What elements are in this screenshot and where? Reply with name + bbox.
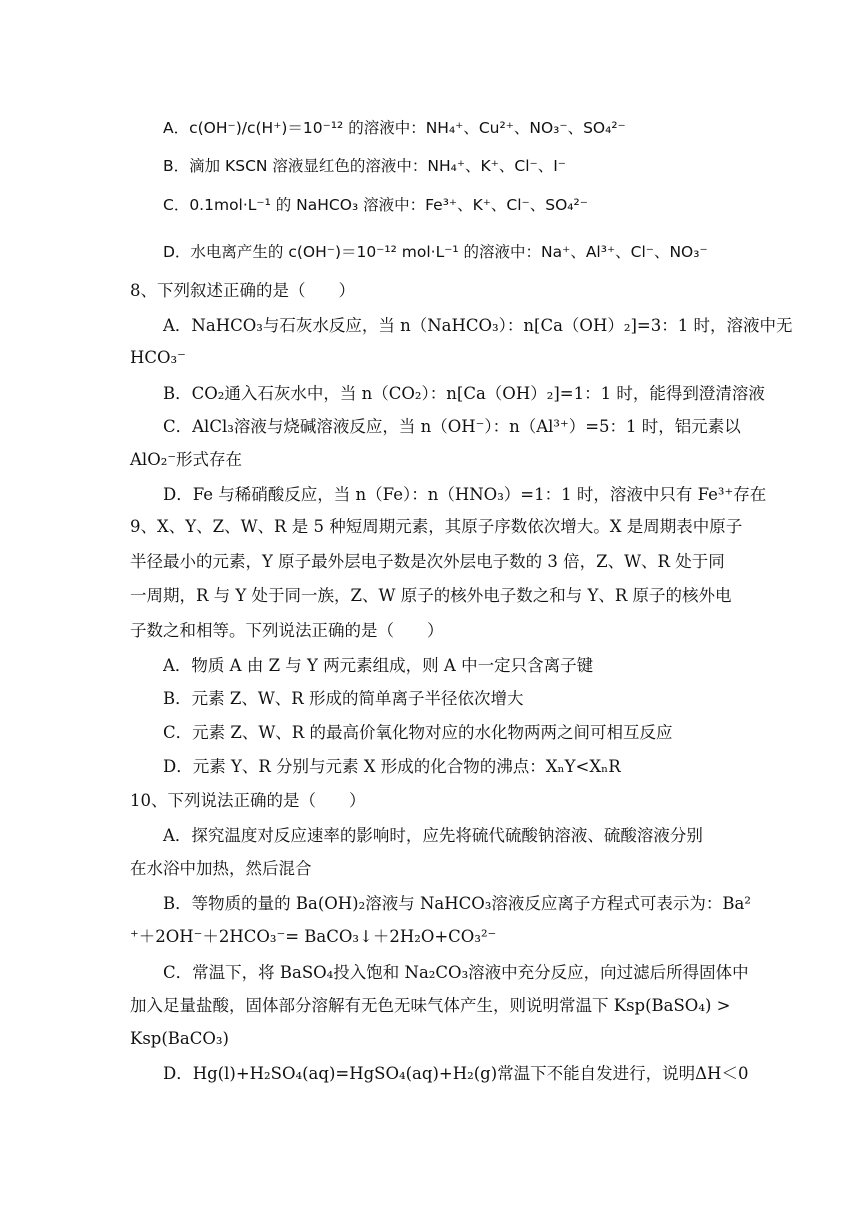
q9-option-a: A．物质 A 由 Z 与 Y 两元素组成，则 A 中一定只含离子键 xyxy=(163,656,594,675)
q8-option-c-line1: C．AlCl₃溶液与烧碱溶液反应，当 n（OH⁻）：n（Al³⁺）=5：1 时，铝元素以 xyxy=(163,417,741,436)
q9-stem-line3: 一周期，R 与 Y 处于同一族，Z、W 原子的核外电子数之和与 Y、R 原子的核外电 xyxy=(130,586,732,605)
q10-option-c-line3: Ksp(BaCO₃) xyxy=(130,1029,229,1048)
q10-option-b-line1: B．等物质的量的 Ba(OH)₂溶液与 NaHCO₃溶液反应离子方程式可表示为：Ba² xyxy=(163,894,751,913)
q8-option-c-line2: AlO₂⁻形式存在 xyxy=(130,450,243,469)
q7-option-c: C．0.1mol·L⁻¹ 的 NaHCO₃ 溶液中：Fe³⁺、K⁺、Cl⁻、SO₄²⁻ xyxy=(163,196,588,214)
q10-option-d: D．Hg(l)+H₂SO₄(aq)=HgSO₄(aq)+H₂(g)常温下不能自发进行，说明ΔH＜0 xyxy=(163,1064,749,1083)
q8-option-d: D．Fe 与稀硝酸反应，当 n（Fe）：n（HNO₃）=1：1 时，溶液中只有 Fe³⁺存在 xyxy=(163,485,767,504)
q7-option-d: D．水电离产生的 c(OH⁻)＝10⁻¹² mol·L⁻¹ 的溶液中：Na⁺、Al³⁺、Cl⁻、NO₃⁻ xyxy=(163,243,708,261)
q10-option-c-line1: C．常温下，将 BaSO₄投入饱和 Na₂CO₃溶液中充分反应，向过滤后所得固体中 xyxy=(163,963,749,982)
q9-option-c: C．元素 Z、W、R 的最高价氧化物对应的水化物两两之间可相互反应 xyxy=(163,723,673,742)
q8-option-a-line2: HCO₃⁻ xyxy=(130,348,186,367)
q8-stem: 8、下列叙述正确的是（ ） xyxy=(130,281,355,300)
q10-option-a-line1: A．探究温度对反应速率的影响时，应先将硫代硫酸钠溶液、硫酸溶液分别 xyxy=(163,826,703,845)
q9-stem-line1: 9、X、Y、Z、W、R 是 5 种短周期元素，其原子序数依次增大。X 是周期表中原子 xyxy=(130,517,743,536)
q10-option-a-line2: 在水浴中加热，然后混合 xyxy=(130,859,312,878)
q8-option-a-line1: A．NaHCO₃与石灰水反应，当 n（NaHCO₃）：n[Ca（OH）₂]=3：1 时，溶液中无 xyxy=(163,316,793,335)
q10-option-b-line2: ⁺＋2OH⁻＋2HCO₃⁻= BaCO₃↓＋2H₂O+CO₃²⁻ xyxy=(130,927,497,946)
q8-option-b: B．CO₂通入石灰水中，当 n（CO₂）：n[Ca（OH）₂]=1：1 时，能得到澄清溶液 xyxy=(163,384,765,403)
q7-option-b: B．滴加 KSCN 溶液显红色的溶液中：NH₄⁺、K⁺、Cl⁻、I⁻ xyxy=(163,157,566,175)
q10-option-c-line2: 加入足量盐酸，固体部分溶解有无色无味气体产生，则说明常温下 Ksp(BaSO₄) > xyxy=(130,996,731,1015)
q9-stem-line4: 子数之和相等。下列说法正确的是（ ） xyxy=(130,621,444,640)
q9-option-b: B．元素 Z、W、R 形成的简单离子半径依次增大 xyxy=(163,689,524,708)
q10-stem: 10、下列说法正确的是（ ） xyxy=(130,791,366,810)
q9-option-d: D．元素 Y、R 分别与元素 X 形成的化合物的沸点：XₙY<XₙR xyxy=(163,757,621,776)
q7-option-a: A．c(OH⁻)/c(H⁺)＝10⁻¹² 的溶液中：NH₄⁺、Cu²⁺、NO₃⁻、SO₄²⁻ xyxy=(163,119,626,137)
q9-stem-line2: 半径最小的元素，Y 原子最外层电子数是次外层电子数的 3 倍，Z、W、R 处于同 xyxy=(130,552,725,571)
